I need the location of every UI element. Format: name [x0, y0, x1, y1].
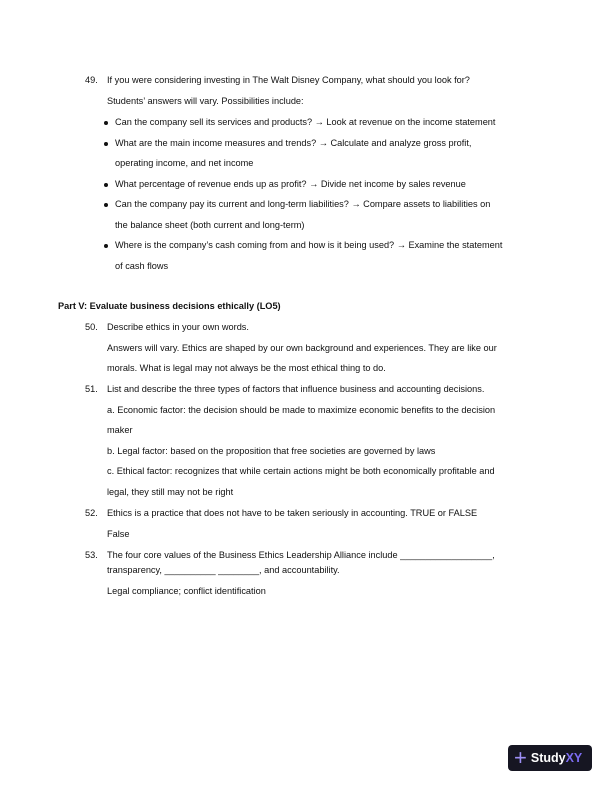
bullet-icon: [104, 121, 108, 125]
question-text: List and describe the three types of factors that influence business and accounting decisions.: [107, 384, 485, 394]
bullet-icon: [104, 203, 108, 207]
list-item: Can the company sell its services and products? → Look at revenue on the income statement: [115, 117, 496, 127]
question-text: Ethics is a practice that does not have to be taken seriously in accounting. TRUE or FALSE: [107, 508, 478, 518]
question-text: If you were considering investing in The Walt Disney Company, what should you look for?: [107, 75, 470, 85]
answer-intro: Students’ answers will vary. Possibilities include:: [107, 96, 304, 106]
answer-text: legal, they still may not be right: [107, 487, 234, 497]
answer-text: Answers will vary. Ethics are shaped by our own background and experiences. They are like our: [107, 343, 497, 353]
studyxy-logo: [508, 745, 592, 771]
question-text: The four core values of the Business Ethics Leadership Alliance include __________________,: [107, 550, 495, 560]
bullet-icon: [104, 183, 108, 187]
question-number: 50.: [85, 322, 98, 332]
logo-xy: XY: [565, 751, 583, 765]
question-number: 49.: [85, 75, 98, 85]
list-item-continued: operating income, and net income: [115, 158, 254, 168]
list-item: What are the main income measures and trends? → Calculate and analyze gross profit,: [115, 138, 472, 148]
answer-text: a. Economic factor: the decision should be made to maximize economic benefits to the decision: [107, 405, 496, 415]
question-text: Describe ethics in your own words.: [107, 322, 249, 332]
logo-study: Study: [530, 751, 566, 765]
question-number: 51.: [85, 384, 98, 394]
question-number: 52.: [85, 508, 98, 518]
list-item: Where is the company’s cash coming from and how is it being used? → Examine the statement: [115, 240, 503, 250]
bullet-icon: [104, 142, 108, 146]
answer-text: b. Legal factor: based on the proposition that free societies are governed by laws: [107, 446, 436, 456]
question-text: transparency, __________ ________, and accountability.: [107, 565, 340, 575]
answer-text: morals. What is legal may not always be the most ethical thing to do.: [107, 363, 386, 373]
bullet-icon: [104, 244, 108, 248]
list-item-continued: of cash flows: [115, 261, 169, 271]
list-item: What percentage of revenue ends up as profit? → Divide net income by sales revenue: [115, 179, 466, 189]
question-number: 53.: [85, 550, 98, 560]
list-item: Can the company pay its current and long-term liabilities? → Compare assets to liabilities on: [115, 199, 491, 209]
answer-text: Legal compliance; conflict identification: [107, 586, 266, 596]
logo-text: [531, 751, 582, 765]
plus-icon: +: [514, 745, 527, 770]
answer-text: maker: [107, 425, 133, 435]
section-heading: Part V: Evaluate business decisions ethically (LO5): [58, 301, 281, 311]
answer-text: False: [107, 529, 130, 539]
answer-text: c. Ethical factor: recognizes that while certain actions might be both economically profitable and: [107, 466, 495, 476]
list-item-continued: the balance sheet (both current and long-term): [115, 220, 305, 230]
